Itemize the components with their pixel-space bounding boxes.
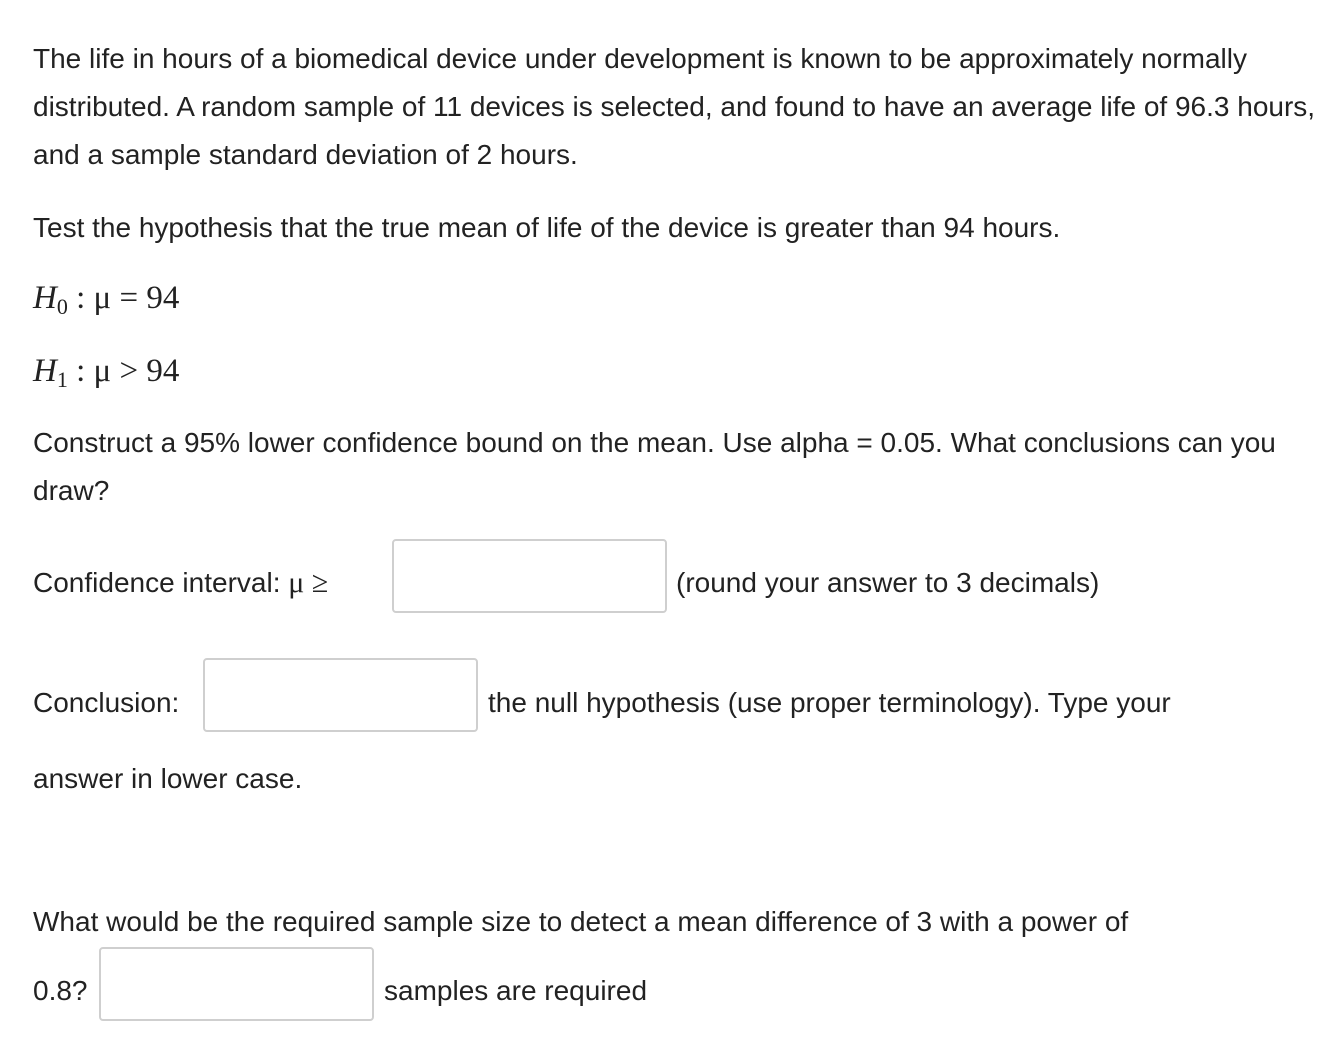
ci-math: μ ≥ [288, 566, 329, 599]
confidence-interval-label [33, 560, 328, 606]
sample-size-input[interactable] [99, 947, 374, 1021]
construct-statement: Construct a 95% lower confidence bound on the mean. Use alpha = 0.05. What conclusions can you draw? [33, 427, 1276, 506]
conclusion-input[interactable] [203, 658, 478, 732]
h1-subscript: 1 [56, 367, 68, 392]
h1-symbol: H [33, 353, 57, 389]
h0-subscript: 0 [56, 294, 68, 319]
alternative-hypothesis [33, 348, 179, 403]
h0-symbol: H [33, 280, 57, 316]
conclusion-label: Conclusion: [33, 687, 180, 718]
h1-relation: : μ > 94 [76, 353, 180, 389]
h0-relation: : μ = 94 [76, 280, 180, 316]
ci-label-text: Confidence interval: [33, 567, 281, 598]
sample-size-suffix: samples are required [384, 975, 648, 1006]
confidence-interval-input[interactable] [392, 539, 667, 613]
null-hypothesis [33, 275, 179, 330]
sample-size-question-cont: 0.8? [33, 975, 88, 1006]
sample-size-question: What would be the required sample size to detect a mean difference of 3 with a power of [33, 906, 1129, 937]
conclusion-hint-line2: answer in lower case. [33, 763, 303, 794]
test-statement: Test the hypothesis that the true mean of life of the device is greater than 94 hours. [33, 212, 1061, 243]
problem-intro: The life in hours of a biomedical device under development is known to be approximately normally distributed. A random sample of 11 devices is selected, and found to have an average life of 96.3 hours, and a sample standard deviation of 2 hours. [33, 43, 1316, 170]
conclusion-hint-line1: the null hypothesis (use proper terminology). Type your [488, 687, 1171, 718]
ci-rounding-hint: (round your answer to 3 decimals) [676, 567, 1100, 598]
